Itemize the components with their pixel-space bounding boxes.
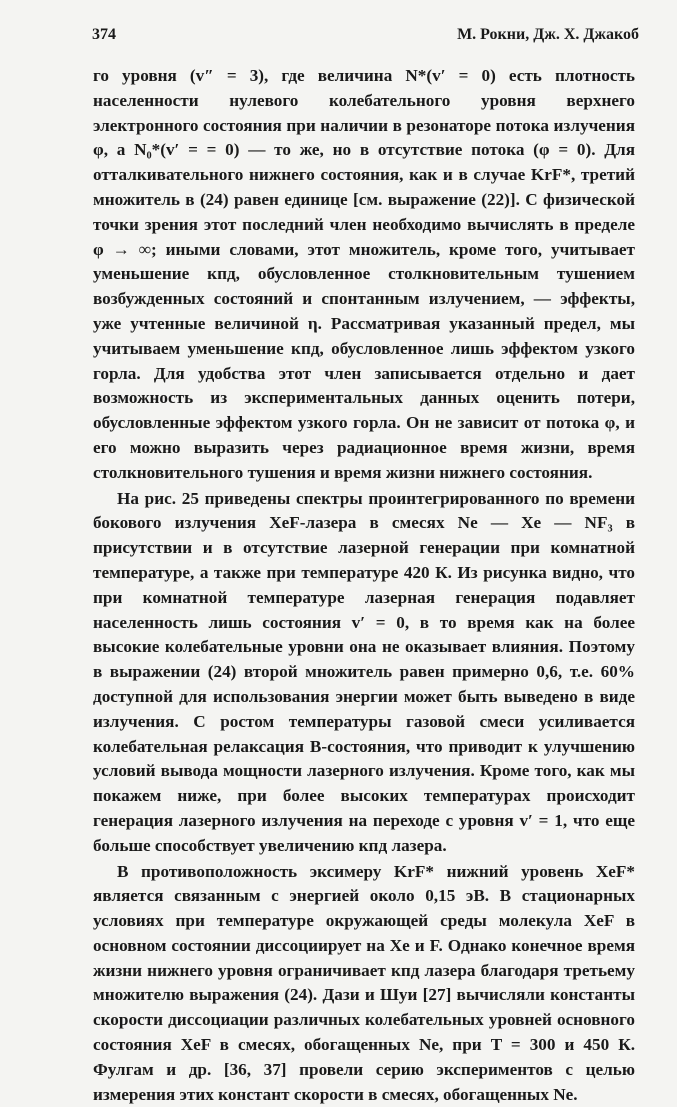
page-number: 374 xyxy=(92,26,116,44)
paragraph-3: В противоположность эксимеру KrF* нижний уровень XeF* является связанным с энергией около 0,15 эВ. В стационарных условиях при температуре окружающей среды молекула XeF в основном состоянии диссоциирует на Xe и F. Однако конечное время жизни нижнего уровня ограничивает кпд лазера благодаря третьему множителю выражения (24). Дази и Шуи [27] вычисляли константы скорости диссоциации различных колебательных уровней основного состояния XeF в смесях, обогащенных Ne, при T = 300 и 450 К. Фулгам и др. [36, 37] провели серию экспериментов с целью измерения этих констант скорости в смесях, обогащенных Ne. xyxy=(93,860,635,1107)
body-text xyxy=(93,64,635,1107)
paragraph-1: го уровня (v″ = 3), где величина N*(v′ = 0) есть плотность населенности нулевого колебательного уровня верхнего электронного состояния при наличии в резонаторе потока излучения φ, а N₀*(v′ = = 0) — то же, но в отсутствие потока (φ = 0). Для отталкивательного нижнего состояния, как и в случае KrF*, третий множитель в (24) равен единице [см. выражение (22)]. С физической точки зрения этот последний член необходимо вычислять в пределе φ → ∞; иными словами, этот множитель, кроме того, учитывает уменьшение кпд, обусловленное столкновительным тушением возбужденных состояний и спонтанным излучением, — эффекты, уже учтенные величиной η. Рассматривая указанный предел, мы учитываем уменьшение кпд, обусловленное лишь эффектом узкого горла. Для удобства этот член записывается отдельно и дает возможность из экспериментальных данных оценить потери, обусловленные эффектом узкого горла. Он не зависит от потока φ, и его можно выразить через радиационное время жизни, время столкновительного тушения и время жизни нижнего состояния. xyxy=(93,64,635,486)
page-header xyxy=(92,26,639,50)
running-title: М. Рокни, Дж. Х. Джакоб xyxy=(457,26,639,44)
paragraph-2: На рис. 25 приведены спектры проинтегрированного по времени бокового излучения XeF-лазера в смесях Ne — Xe — NF₃ в присутствии и в отсутствие лазерной генерации при комнатной температуре, а также при температуре 420 К. Из рисунка видно, что при комнатной температуре лазерная генерация подавляет населенность лишь состояния v′ = 0, в то время как на более высокие колебательные уровни она не оказывает влияния. Поэтому в выражении (24) второй множитель равен примерно 0,6, т.е. 60% доступной для использования энергии может быть выведено в виде излучения. С ростом температуры газовой смеси усиливается колебательная релаксация B-состояния, что приводит к улучшению условий вывода мощности лазерного излучения. Кроме того, как мы покажем ниже, при более высоких температурах происходит генерация лазерного излучения на переходе с уровня v′ = 1, что еще больше способствует увеличению кпд лазера. xyxy=(93,487,635,859)
